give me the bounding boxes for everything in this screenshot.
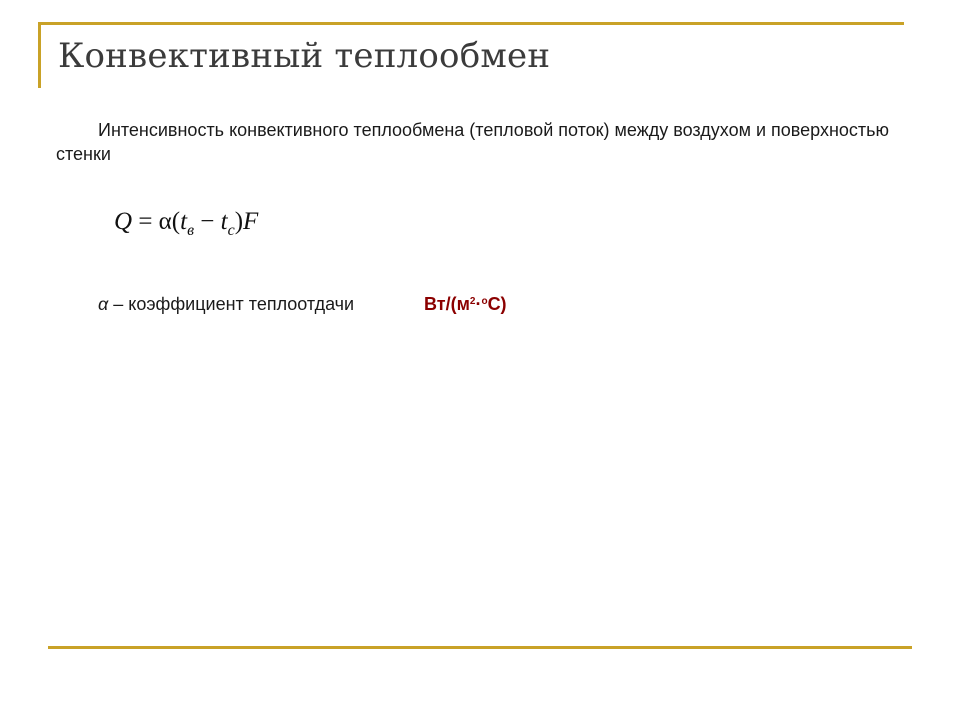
formula-minus: −	[194, 208, 221, 235]
formula-open-paren: (	[171, 208, 181, 235]
intro-paragraph: Интенсивность конвективного теплообмена (тепловой поток) между воздухом и поверхностью стенки	[56, 120, 890, 164]
formula-close-paren: )	[234, 208, 244, 235]
bottom-rule	[48, 646, 912, 649]
unit-sup-degree: о	[481, 296, 488, 307]
unit-dot: ·	[475, 294, 482, 314]
coefficient-definition	[98, 294, 354, 315]
coefficient-symbol: α	[98, 294, 109, 314]
formula-t-wall: t	[220, 208, 228, 235]
formula-equals: =	[132, 208, 159, 235]
formula-alpha: α	[158, 208, 172, 235]
formula-sub-wall: c	[227, 222, 235, 239]
unit-end: С)	[487, 294, 507, 314]
formula-f: F	[243, 208, 259, 235]
formula-sub-air: в	[187, 222, 195, 239]
left-rule	[38, 22, 41, 88]
coefficient-text: – коэффициент теплоотдачи	[108, 294, 355, 314]
unit-main: Вт/(м	[424, 294, 470, 314]
unit-sup-square: 2	[469, 296, 476, 307]
slide-title: Конвективный теплообмен	[58, 36, 551, 76]
formula-q: Q	[114, 208, 133, 235]
top-rule	[38, 22, 904, 25]
coefficient-unit	[424, 294, 507, 315]
heat-flow-formula	[114, 208, 259, 239]
formula-t-air: t	[180, 208, 188, 235]
